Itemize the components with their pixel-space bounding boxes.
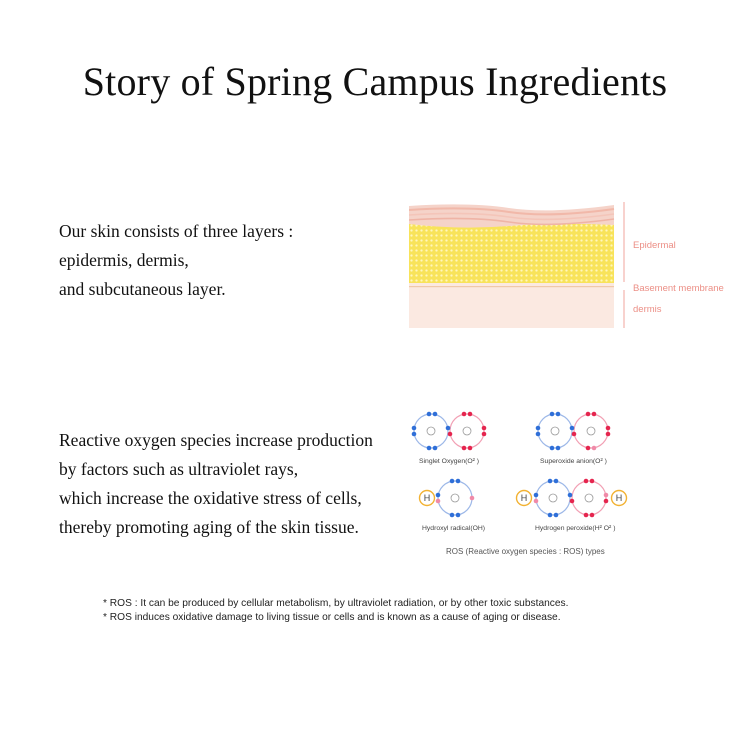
skin-layer-diagram: [409, 198, 734, 335]
superoxide-anion-label: Superoxide anion(O² ): [540, 458, 607, 465]
skin-paragraph-line: epidermis, dermis,: [59, 250, 189, 270]
ros-types-diagram: [405, 400, 645, 555]
hydrogen-peroxide-molecule: [517, 479, 627, 518]
hydrogen-symbol: H: [615, 493, 623, 503]
skin-layers-paragraph: [59, 217, 293, 304]
ros-types-caption: ROS (Reactive oxygen species : ROS) types: [446, 547, 605, 556]
epidermal-label: Epidermal: [633, 240, 676, 251]
skin-paragraph-line: and subcutaneous layer.: [59, 279, 226, 299]
footnote: * ROS : It can be produced by cellular metabolism, by ultraviolet radiation, or by other toxic substances.: [103, 598, 569, 609]
footnote: * ROS induces oxidative damage to living tissue or cells and is known as a cause of aging or disease.: [103, 612, 561, 623]
basement-membrane-label: Basement membrane: [633, 283, 724, 294]
ros-paragraph: [59, 426, 373, 542]
ros-paragraph-line: thereby promoting aging of the skin tissue.: [59, 517, 359, 537]
hydrogen-peroxide-label: Hydrogen peroxide(H² O² ): [535, 525, 616, 532]
skin-paragraph-line: Our skin consists of three layers :: [59, 221, 294, 241]
dermis-layer: [409, 282, 614, 328]
hydrogen-symbol: H: [520, 493, 528, 503]
skin-layer-illustration: [409, 198, 734, 330]
hydroxyl-radical-label: Hydroxyl radical(OH): [422, 525, 486, 532]
basement-membrane-line: [409, 286, 614, 287]
singlet-oxygen-molecule: [412, 412, 487, 451]
singlet-oxygen-label: Singlet Oxygen(O² ): [419, 458, 480, 465]
page-title: Story of Spring Campus Ingredients: [82, 59, 668, 104]
hydrogen-symbol: H: [423, 493, 431, 503]
ros-paragraph-line: which increase the oxidative stress of cells,: [59, 488, 362, 508]
footnotes: [103, 597, 568, 625]
ros-paragraph-line: by factors such as ultraviolet rays,: [59, 459, 299, 479]
ros-paragraph-line: Reactive oxygen species increase production: [59, 430, 373, 450]
dermis-label: dermis: [633, 304, 662, 315]
superoxide-anion-molecule: [536, 412, 611, 451]
